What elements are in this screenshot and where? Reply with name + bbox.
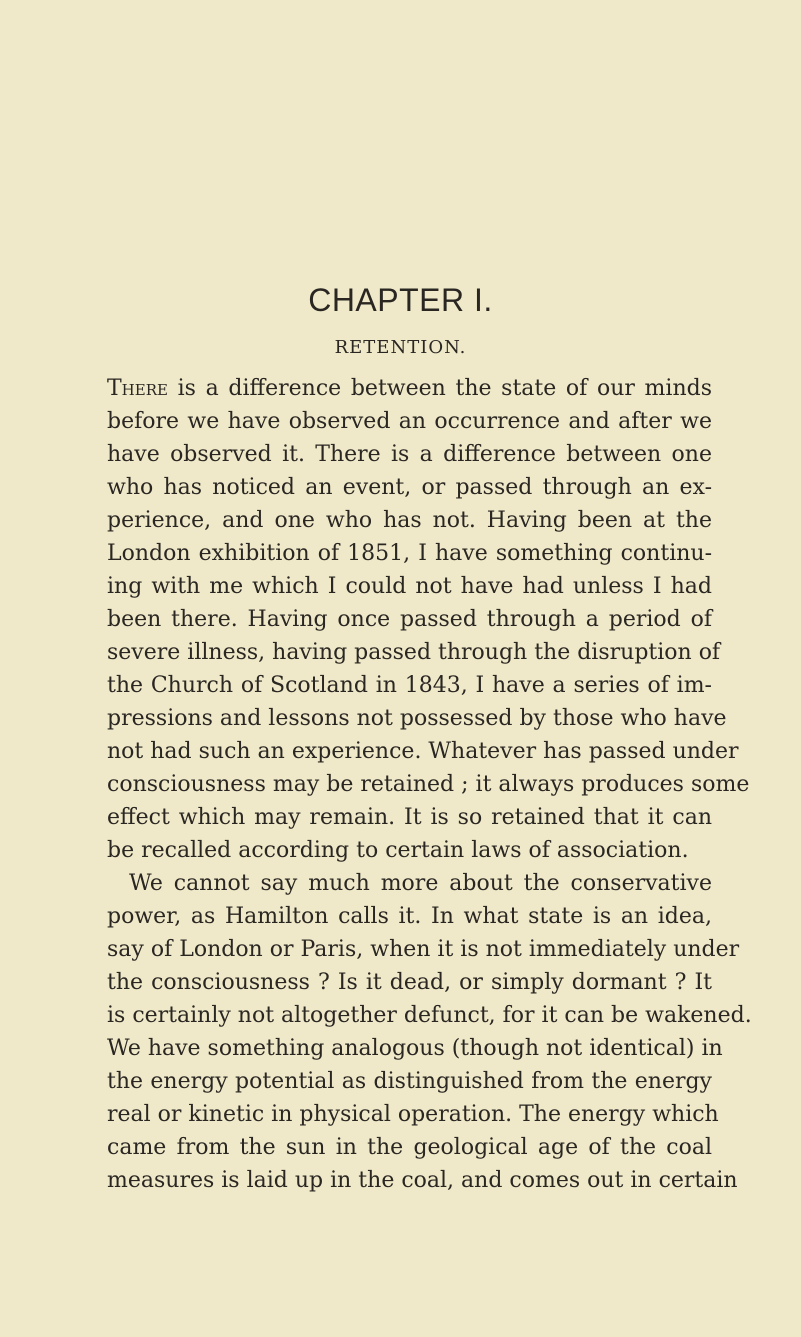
body-text	[107, 372, 752, 1197]
text-line	[107, 372, 712, 405]
text-line: say of London or Paris, when it is not immediately under	[107, 937, 740, 962]
text-line: power, as Hamilton calls it. In what state is an idea,	[107, 904, 712, 929]
text-line: not had such an experience. Whatever has passed under	[107, 739, 739, 764]
text-line: real or kinetic in physical operation. The energy which	[107, 1102, 719, 1127]
line-text: is a difference between the state of our minds	[167, 376, 712, 401]
text-line: came from the sun in the geological age of the coal	[107, 1135, 712, 1160]
text-line: consciousness may be retained ; it always produces some	[107, 772, 750, 797]
text-line: pressions and lessons not possessed by those who have	[107, 706, 727, 731]
text-line: the consciousness ? Is it dead, or simply dormant ? It	[107, 970, 712, 995]
text-line: is certainly not altogether defunct, for it can be wakened.	[107, 1003, 752, 1028]
text-line: London exhibition of 1851, I have something continu-	[107, 541, 712, 566]
paragraph-1	[107, 372, 750, 867]
text-line: have observed it. There is a difference between one	[107, 442, 712, 467]
text-line: been there. Having once passed through a period of	[107, 607, 712, 632]
chapter-title: CHAPTER I.	[308, 282, 493, 318]
text-line: ing with me which I could not have had unless I had	[107, 574, 712, 599]
text-line: be recalled according to certain laws of association.	[107, 838, 689, 863]
text-line: We have something analogous (though not identical) in	[107, 1036, 723, 1061]
section-title: RETENTION.	[334, 337, 467, 358]
text-line: severe illness, having passed through the disruption of	[107, 640, 721, 665]
text-line: We cannot say much more about the conservative	[129, 871, 712, 896]
text-line: the Church of Scotland in 1843, I have a series of im-	[107, 673, 712, 698]
text-line: who has noticed an event, or passed through an ex-	[107, 475, 712, 500]
text-line: measures is laid up in the coal, and comes out in certain	[107, 1168, 738, 1193]
text-line: effect which may remain. It is so retained that it can	[107, 805, 712, 830]
text-line: perience, and one who has not. Having been at the	[107, 508, 712, 533]
text-line: the energy potential as distinguished from the energy	[107, 1069, 712, 1094]
drop-word: There	[107, 376, 168, 401]
text-line: before we have observed an occurrence and after we	[107, 409, 712, 434]
paragraph-2	[107, 867, 752, 1197]
